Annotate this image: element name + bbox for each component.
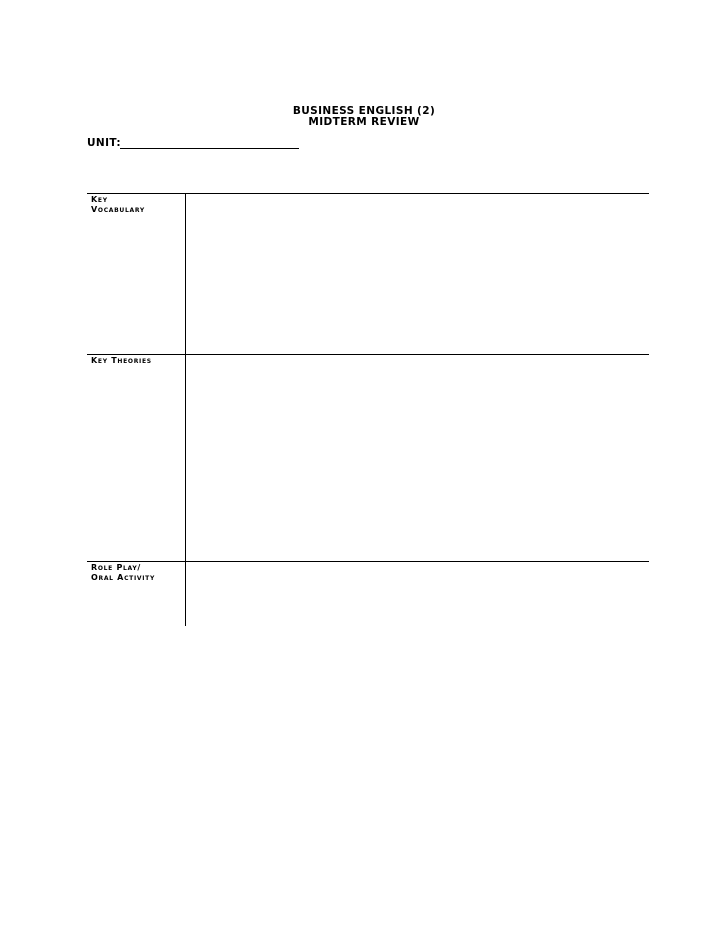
row-content-role-play[interactable] bbox=[186, 562, 649, 626]
row-label-role-play bbox=[91, 563, 155, 583]
row-label-line: Key Theories bbox=[91, 356, 152, 365]
unit-label: UNIT: bbox=[87, 137, 122, 149]
row-label-key-theories bbox=[91, 356, 152, 366]
row-label-key-vocabulary bbox=[91, 195, 145, 215]
page-title: BUSINESS ENGLISH (2) bbox=[292, 105, 436, 117]
row-content-key-theories[interactable] bbox=[186, 355, 649, 561]
row-label-line: Role Play/ bbox=[91, 563, 141, 572]
row-label-line: Key bbox=[91, 195, 108, 204]
unit-blank-line[interactable] bbox=[120, 148, 299, 149]
page-subtitle: MIDTERM REVIEW bbox=[308, 116, 420, 128]
row-label-line: Vocabulary bbox=[91, 205, 145, 214]
row-content-key-vocabulary[interactable] bbox=[186, 194, 649, 354]
row-label-line: Oral Activity bbox=[91, 573, 156, 582]
unit-field-row bbox=[87, 137, 121, 151]
